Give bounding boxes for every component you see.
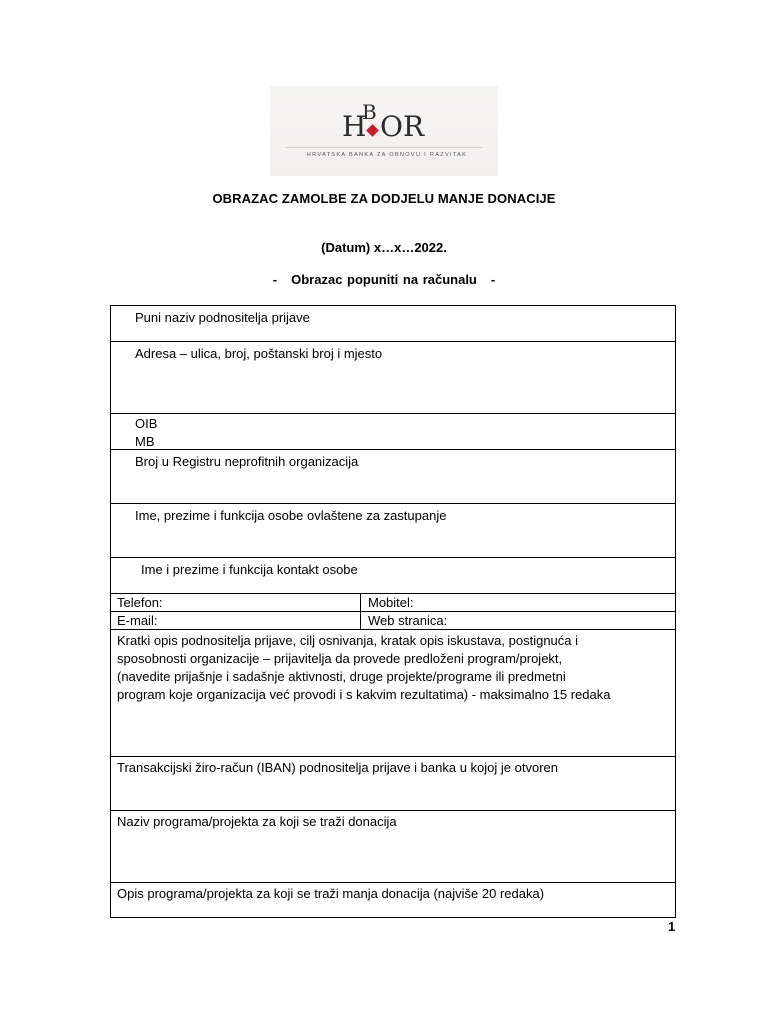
application-form [110, 305, 676, 918]
label-mb: MB [135, 434, 155, 449]
label-iban: Transakcijski žiro-račun (IBAN) podnositelja prijave i banka u kojoj je otvoren [117, 760, 558, 775]
logo-letter-h: H [342, 110, 367, 143]
description-line: Kratki opis podnositelja prijave, cilj osnivanja, kratak opis iskustava, postignuća i [117, 633, 579, 648]
row-phone [111, 594, 675, 612]
field-mobitel[interactable]: Mobitel: [368, 595, 414, 610]
hbor-logo [270, 86, 498, 176]
label-authorized-person: Ime, prezime i funkcija osobe ovlaštene za zastupanje [135, 508, 447, 523]
logo-divider [286, 147, 482, 148]
field-telefon[interactable]: Telefon: [117, 595, 163, 610]
row-authorized-person[interactable] [111, 504, 675, 558]
field-email[interactable]: E-mail: [117, 613, 158, 628]
row-address[interactable] [111, 342, 675, 414]
label-registry: Broj u Registru neprofitnih organizacija [135, 454, 359, 469]
description-line: (navedite prijašnje i sadašnje aktivnosti, druge projekte/programe ili predmetni [117, 669, 566, 684]
logo-subtitle: HRVATSKA BANKA ZA OBNOVU I RAZVITAK [306, 152, 468, 158]
description-line: program koje organizacija već provodi i s kakvim rezultatima) - maksimalno 15 redaka [117, 687, 611, 702]
row-registry[interactable] [111, 450, 675, 504]
label-description [117, 632, 669, 704]
label-address: Adresa – ulica, broj, poštanski broj i mjesto [135, 346, 383, 361]
row-description[interactable] [111, 630, 675, 757]
form-instruction [0, 272, 768, 287]
row-contact-person[interactable] [111, 558, 675, 594]
row-program-description[interactable] [111, 883, 675, 917]
row-oib-mb[interactable] [111, 414, 675, 450]
logo-letters-or: OR [380, 110, 425, 143]
page-number: 1 [668, 919, 676, 934]
label-contact-person: Ime i prezime i funkcija kontakt osobe [141, 562, 358, 577]
form-date: (Datum) x…x…2022. [321, 240, 447, 255]
label-oib: OIB [135, 416, 158, 431]
field-web[interactable]: Web stranica: [368, 613, 448, 628]
row-full-name[interactable] [111, 306, 675, 342]
label-program-description: Opis programa/projekta za koji se traži manja donacija (najviše 20 redaka) [117, 886, 545, 901]
column-divider [360, 612, 361, 629]
label-full-name: Puni naziv podnositelja prijave [135, 310, 310, 325]
logo-letter-b: B [362, 100, 377, 124]
label-program-name: Naziv programa/projekta za koji se traži donacija [117, 814, 397, 829]
instruction-text: Obrazac popuniti na računalu [291, 272, 477, 287]
instruction-dash-left: - [272, 272, 278, 287]
row-iban[interactable] [111, 757, 675, 811]
instruction-dash-right: - [490, 272, 496, 287]
column-divider [360, 594, 361, 611]
row-program-name[interactable] [111, 811, 675, 883]
red-diamond-icon [366, 124, 379, 137]
form-title: OBRAZAC ZAMOLBE ZA DODJELU MANJE DONACIJE [212, 191, 556, 206]
description-line: sposobnosti organizacije – prijavitelja da provede predloženi program/projekt, [117, 651, 563, 666]
hbor-wordmark [342, 100, 432, 144]
row-contact [111, 612, 675, 630]
